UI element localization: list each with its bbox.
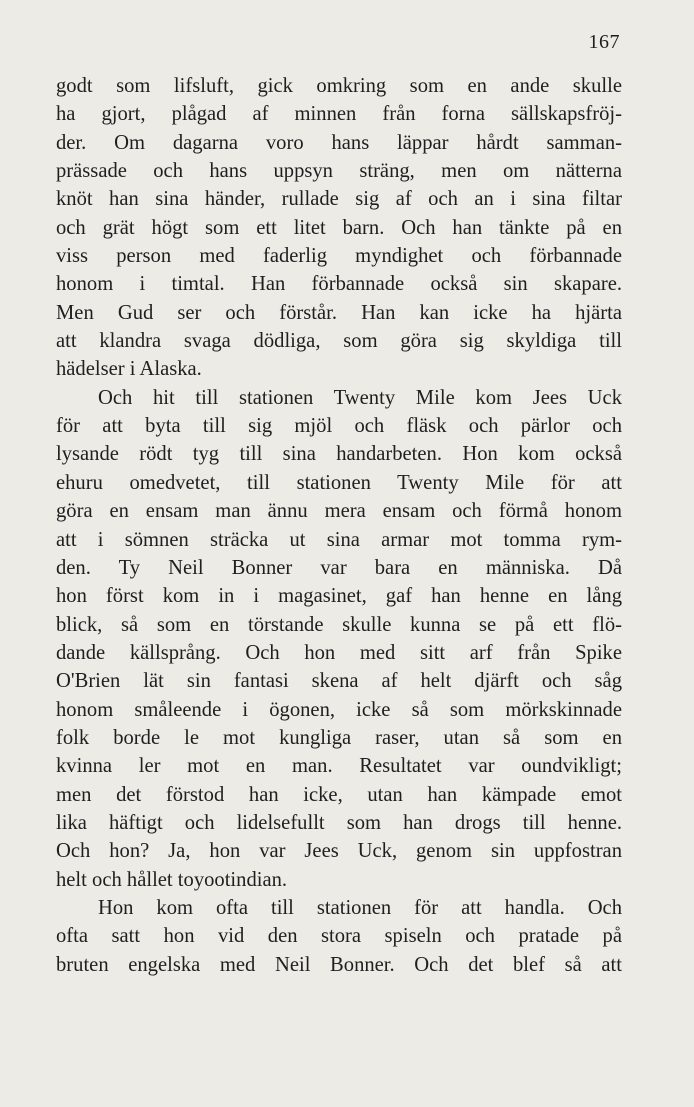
text-line: men det förstod han icke, utan han kämpade emot	[56, 783, 622, 806]
text-line: Hon kom ofta till stationen för att handla. Och	[98, 896, 622, 919]
text-line: viss person med faderlig myndighet och förbannade	[56, 245, 622, 268]
text-line: göra en ensam man ännu mera ensam och förmå honom	[56, 500, 622, 523]
text-line: att klandra svaga dödliga, som göra sig skyldiga till	[56, 330, 622, 353]
text-line: ha gjort, plågad af minnen från forna sällskapsfröj-	[56, 103, 622, 126]
text-line: lysande rödt tyg till sina handarbeten. Hon kom också	[56, 443, 622, 466]
text-line: der. Om dagarna voro hans läppar hårdt samman-	[56, 131, 622, 154]
text-line: knöt han sina händer, rullade sig af och an i sina filtar	[56, 188, 622, 211]
text-line: hädelser i Alaska.	[56, 358, 202, 381]
text-line: folk borde le mot kungliga raser, utan så som en	[56, 726, 622, 749]
text-line: för att byta till sig mjöl och fläsk och pärlor och	[56, 415, 622, 438]
text-line: O'Brien lät sin fantasi skena af helt djärft och såg	[56, 670, 622, 693]
text-line: ofta satt hon vid den stora spiseln och pratade på	[56, 925, 622, 948]
text-line: lika häftigt och lidelsefullt som han drogs till henne.	[56, 811, 622, 834]
text-line: honom i timtal. Han förbannade också sin skapare.	[56, 273, 622, 296]
text-line: godt som lifsluft, gick omkring som en ande skulle	[56, 75, 622, 97]
text-line: blick, så som en törstande skulle kunna se på ett flö-	[56, 613, 622, 636]
page-number: 167	[588, 31, 620, 53]
text-line: Men Gud ser och förstår. Han kan icke ha hjärta	[56, 301, 622, 324]
text-line: att i sömnen sträcka ut sina armar mot tomma rym-	[56, 528, 622, 551]
text-line: helt och hållet toyootindian.	[56, 868, 288, 891]
text-line: honom småleende i ögonen, icke så som mörkskinnade	[56, 698, 622, 721]
text-line: och grät högt som ett litet barn. Och han tänkte på en	[56, 216, 622, 239]
text-line: dande källsprång. Och hon med sitt arf från Spike	[56, 641, 622, 664]
text-line: kvinna ler mot en man. Resultatet var oundvikligt;	[56, 755, 622, 778]
text-line: prässade och hans uppsyn sträng, men om nätterna	[56, 160, 622, 183]
text-line: Och hit till stationen Twenty Mile kom Jees Uck	[98, 386, 622, 409]
text-line: ehuru omedvetet, till stationen Twenty Mile för att	[56, 471, 622, 494]
text-line: bruten engelska med Neil Bonner. Och det blef så att	[56, 953, 622, 976]
body-text	[56, 72, 622, 979]
text-line: hon först kom in i magasinet, gaf han henne en lång	[56, 585, 622, 608]
text-line: den. Ty Neil Bonner var bara en människa. Då	[56, 556, 622, 579]
text-line: Och hon? Ja, hon var Jees Uck, genom sin uppfostran	[56, 840, 622, 863]
